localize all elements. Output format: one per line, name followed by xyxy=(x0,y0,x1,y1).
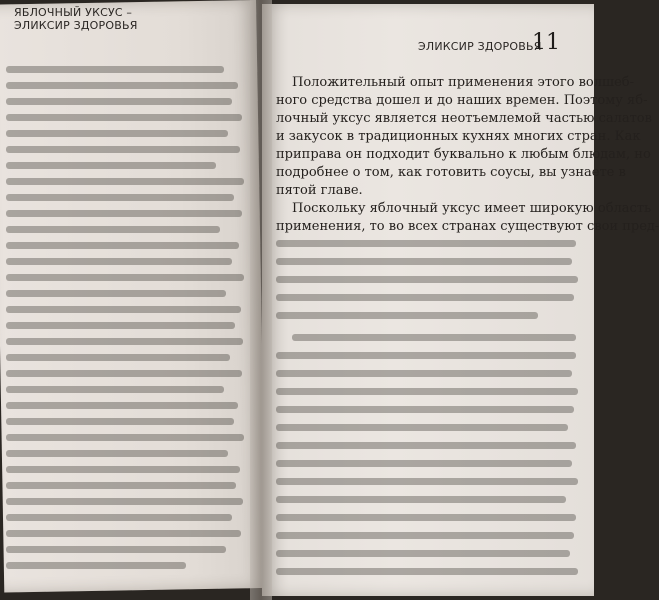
right-line-placeholder xyxy=(276,460,572,467)
left-line-placeholder xyxy=(6,114,242,121)
left-line-placeholder xyxy=(6,66,224,73)
right-line-placeholder xyxy=(276,312,538,319)
left-line-placeholder xyxy=(6,306,241,313)
left-line-placeholder xyxy=(6,418,234,425)
left-line-placeholder xyxy=(6,354,230,361)
right-line: применения, то во всех странах существуют свои пред- xyxy=(276,219,659,234)
left-line-placeholder xyxy=(6,274,244,281)
right-line-placeholder xyxy=(276,478,578,485)
right-line-placeholder xyxy=(276,568,578,575)
right-line-placeholder xyxy=(276,352,576,359)
right-line: приправа он подходит буквально к любым блюдам, но xyxy=(276,147,651,162)
right-line-placeholder xyxy=(276,240,576,247)
left-line-placeholder xyxy=(6,82,238,89)
right-line-placeholder xyxy=(276,388,578,395)
right-line-placeholder xyxy=(276,424,568,431)
right-line-placeholder xyxy=(276,294,574,301)
page-number: 11 xyxy=(532,30,560,55)
right-line: Положительный опыт применения этого волшеб- xyxy=(292,75,635,90)
left-page-header xyxy=(14,6,250,32)
right-line-placeholder xyxy=(276,406,574,413)
left-line-placeholder xyxy=(6,322,235,329)
left-line-placeholder xyxy=(6,290,226,297)
right-line: и закусок в традиционных кухнях многих стран. Как xyxy=(276,129,641,144)
left-line-placeholder xyxy=(6,98,232,105)
left-line-placeholder xyxy=(6,402,238,409)
right-line-placeholder xyxy=(276,514,576,521)
left-line-placeholder xyxy=(6,162,216,169)
right-line: Поскольку яблочный уксус имеет широкую область xyxy=(292,201,652,216)
left-line-placeholder xyxy=(6,210,242,217)
left-line-placeholder xyxy=(6,242,239,249)
right-line-placeholder xyxy=(292,334,576,341)
left-line-placeholder xyxy=(6,146,240,153)
left-line-placeholder xyxy=(6,370,242,377)
left-line-placeholder xyxy=(6,466,240,473)
right-line: пятой главе. xyxy=(276,183,363,198)
left-line-placeholder xyxy=(6,562,186,569)
left-line-placeholder xyxy=(6,194,234,201)
left-line-placeholder xyxy=(6,226,220,233)
left-header-line-1: ЯБЛОЧНЫЙ УКСУС – xyxy=(14,6,133,19)
left-line-placeholder xyxy=(6,434,244,441)
right-line: лочный уксус является неотъемлемой частью салатов xyxy=(276,111,652,126)
right-line-placeholder xyxy=(276,276,578,283)
left-line-placeholder xyxy=(6,514,232,521)
left-line-placeholder xyxy=(6,338,243,345)
left-line-placeholder xyxy=(6,450,228,457)
left-line-placeholder xyxy=(6,530,241,537)
left-page-body xyxy=(6,60,250,580)
right-line-placeholder xyxy=(276,442,576,449)
right-line-placeholder xyxy=(276,496,566,503)
right-line: подробнее о том, как готовить соусы, вы узнаете в xyxy=(276,165,626,180)
left-line-placeholder xyxy=(6,498,243,505)
right-line: ного средства дошел и до наших времен. Поэтому яб- xyxy=(276,93,648,108)
right-page-header-title: ЭЛИКСИР ЗДОРОВЬЯ xyxy=(418,40,542,53)
right-line-placeholder xyxy=(276,370,572,377)
book-gutter xyxy=(250,0,272,600)
right-line-placeholder xyxy=(276,532,574,539)
right-line-placeholder xyxy=(276,550,570,557)
left-line-placeholder xyxy=(6,178,244,185)
left-line-placeholder xyxy=(6,386,224,393)
left-line-placeholder xyxy=(6,482,236,489)
left-line-placeholder xyxy=(6,130,228,137)
right-line-placeholder xyxy=(276,258,572,265)
left-line-placeholder xyxy=(6,258,232,265)
left-header-line-2: ЭЛИКСИР ЗДОРОВЬЯ xyxy=(14,19,138,32)
left-line-placeholder xyxy=(6,546,226,553)
